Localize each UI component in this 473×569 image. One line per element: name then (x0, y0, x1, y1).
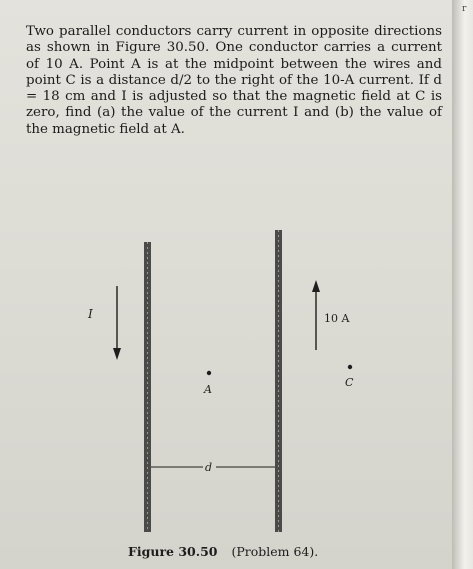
current-10a-arrowhead (312, 280, 320, 292)
point-a-label: A (204, 383, 212, 396)
current-i-label: I (88, 307, 93, 321)
figure-caption (128, 544, 318, 559)
point-c-label: C (345, 376, 354, 389)
current-i-arrowhead (113, 348, 121, 360)
point-c-dot (348, 365, 352, 369)
problem-statement: Two parallel conductors carry current in opposite directions as shown in Figure 30.50. One conductor carries a current of 10 A. Point A is at the midpoint between the wires and point C is a distance d/2 to the right of the 10-A current. If d = 18 cm and I is adjusted so that the magnetic field at C is zero, find (a) the value of the current I and (b) the value of the magnetic field at A. (26, 24, 442, 137)
distance-label: d (205, 461, 213, 474)
margin-mark: r (462, 4, 467, 14)
figure-caption-label: Figure 30.50 (128, 544, 218, 559)
point-a-dot (207, 371, 211, 375)
figure-caption-ref: (Problem 64). (231, 544, 319, 559)
current-10a-label: 10 A (324, 312, 350, 325)
